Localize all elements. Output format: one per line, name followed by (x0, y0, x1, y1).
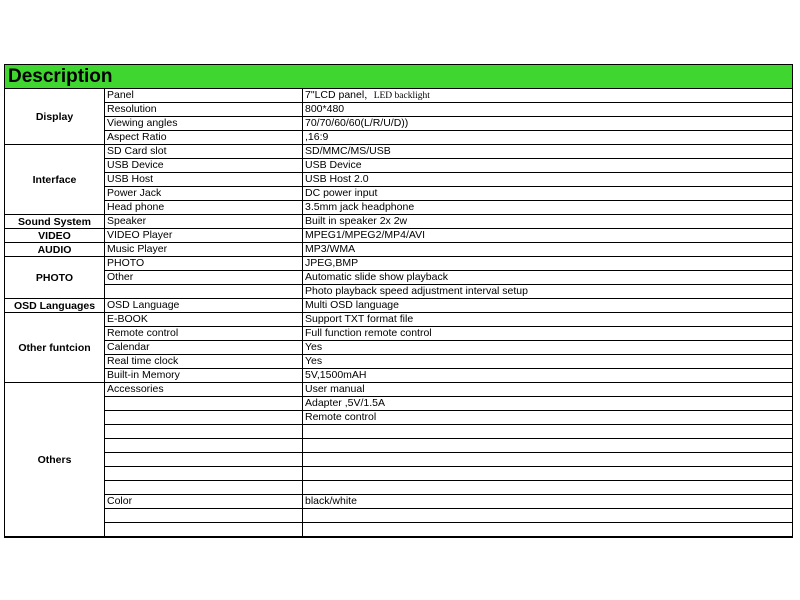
spec-value: 70/70/60/60(L/R/U/D)) (303, 117, 792, 131)
spec-label: Real time clock (105, 355, 303, 369)
spec-label: OSD Language (105, 299, 303, 313)
category-interface: Interface (5, 145, 105, 215)
category-osd-languages: OSD Languages (5, 299, 105, 313)
spec-value (303, 523, 792, 537)
spec-value: 5V,1500mAH (303, 369, 792, 383)
spec-value: Yes (303, 355, 792, 369)
spec-label: VIDEO Player (105, 229, 303, 243)
spec-value (303, 439, 792, 453)
category-others: Others (5, 383, 105, 537)
spec-label (105, 439, 303, 453)
spec-label (105, 411, 303, 425)
spec-value: MP3/WMA (303, 243, 792, 257)
category-sound-system: Sound System (5, 215, 105, 229)
spec-sheet (4, 64, 793, 538)
spec-value: Support TXT format file (303, 313, 792, 327)
spec-value: Photo playback speed adjustment interval setup (303, 285, 792, 299)
spec-value: Yes (303, 341, 792, 355)
spec-label: Other (105, 271, 303, 285)
spec-value (303, 467, 792, 481)
spec-value: black/white (303, 495, 792, 509)
spec-value: ,16:9 (303, 131, 792, 145)
spec-label (105, 425, 303, 439)
category-other-funtcion: Other funtcion (5, 313, 105, 383)
spec-value: User manual (303, 383, 792, 397)
spec-value: 3.5mm jack headphone (303, 201, 792, 215)
spec-label (105, 509, 303, 523)
spec-value (303, 425, 792, 439)
spec-label: Speaker (105, 215, 303, 229)
spec-value: MPEG1/MPEG2/MP4/AVI (303, 229, 792, 243)
spec-label: Resolution (105, 103, 303, 117)
spec-label (105, 523, 303, 537)
spec-label: Music Player (105, 243, 303, 257)
spec-value: Multi OSD language (303, 299, 792, 313)
spec-label: Power Jack (105, 187, 303, 201)
spec-label: E-BOOK (105, 313, 303, 327)
spec-label (105, 285, 303, 299)
spec-value: USB Host 2.0 (303, 173, 792, 187)
spec-value: USB Device (303, 159, 792, 173)
spec-value (303, 453, 792, 467)
spec-value: SD/MMC/MS/USB (303, 145, 792, 159)
spec-label: USB Host (105, 173, 303, 187)
spec-value: 7"LCD panel，LED backlight (303, 89, 792, 103)
spec-label: Aspect Ratio (105, 131, 303, 145)
category-photo: PHOTO (5, 257, 105, 299)
spec-label: USB Device (105, 159, 303, 173)
category-audio: AUDIO (5, 243, 105, 257)
spec-value: Built in speaker 2x 2w (303, 215, 792, 229)
spec-label: Remote control (105, 327, 303, 341)
spec-label: PHOTO (105, 257, 303, 271)
spec-label: Built-in Memory (105, 369, 303, 383)
spec-label: Panel (105, 89, 303, 103)
spec-value: Adapter ,5V/1.5A (303, 397, 792, 411)
sheet-title: Description (8, 66, 113, 87)
spec-label (105, 453, 303, 467)
spec-value: Remote control (303, 411, 792, 425)
spec-value: JPEG,BMP (303, 257, 792, 271)
spec-label: Head phone (105, 201, 303, 215)
spec-value: 800*480 (303, 103, 792, 117)
spec-value-extra: ，LED backlight (364, 91, 430, 101)
spec-label: Calendar (105, 341, 303, 355)
spec-value (303, 509, 792, 523)
spec-table (5, 89, 792, 537)
spec-label: Viewing angles (105, 117, 303, 131)
spec-label (105, 397, 303, 411)
spec-label: Accessories (105, 383, 303, 397)
category-video: VIDEO (5, 229, 105, 243)
spec-value: DC power input (303, 187, 792, 201)
spec-label: SD Card slot (105, 145, 303, 159)
spec-label: Color (105, 495, 303, 509)
title-bar (5, 65, 792, 89)
category-display: Display (5, 89, 105, 145)
spec-value: Full function remote control (303, 327, 792, 341)
spec-value: Automatic slide show playback (303, 271, 792, 285)
spec-value (303, 481, 792, 495)
spec-label (105, 481, 303, 495)
spec-label (105, 467, 303, 481)
